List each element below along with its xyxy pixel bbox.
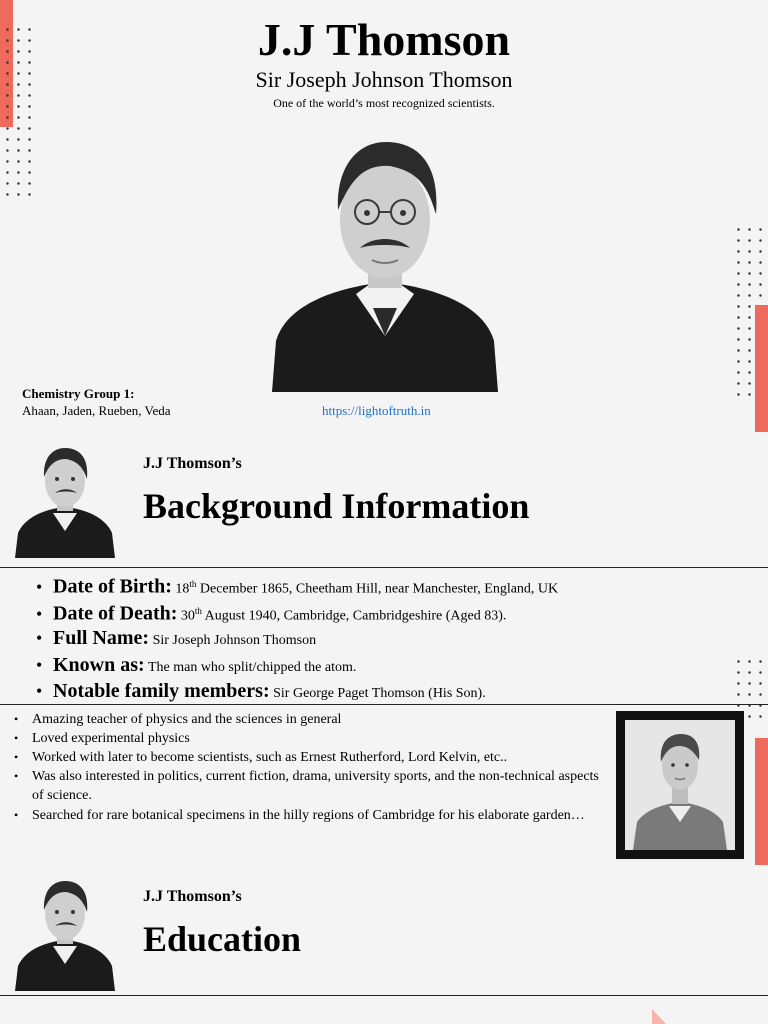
trait-text: Was also interested in politics, current fiction, drama, university sports, and the non-technical aspects of science. <box>32 769 599 803</box>
trait-item <box>14 767 614 805</box>
fact-item <box>36 679 486 706</box>
fact-value-pre: 30 <box>180 608 195 624</box>
trait-text: Amazing teacher of physics and the sciences in general <box>32 712 342 727</box>
bullet: • <box>36 655 43 675</box>
divider-line-3 <box>0 995 768 996</box>
background-kicker: J.J Thomson’s <box>143 455 242 472</box>
page-title: J.J Thomson <box>257 14 511 65</box>
group-members: Ahaan, Jaden, Rueben, Veda <box>22 403 171 418</box>
bullet: • <box>14 712 19 726</box>
divider-line-2 <box>0 704 768 705</box>
fact-value-sup: th <box>189 579 197 589</box>
bullet: • <box>36 603 43 624</box>
trait-text: Searched for rare botanical specimens in the hilly regions of Cambridge for his elaborate garden… <box>32 808 585 823</box>
portrait-photo-small-2 <box>15 878 115 991</box>
fact-item <box>36 599 506 629</box>
bullet: • <box>36 681 43 701</box>
fact-value: December 1865, Cheetham Hill, near Manchester, England, UK <box>196 581 559 597</box>
bullet: • <box>14 731 19 745</box>
fact-value: Sir George Paget Thomson (His Son). <box>273 686 486 701</box>
education-title: Education <box>143 919 302 959</box>
bullet: • <box>14 808 19 822</box>
fact-label: Date of Birth: <box>53 575 172 598</box>
fact-label: Known as: <box>53 654 145 676</box>
page-tagline: One of the world’s most recognized scientists. <box>273 96 495 110</box>
fact-value: Sir Joseph Johnson Thomson <box>152 633 317 648</box>
trait-item <box>14 710 614 729</box>
accent-triangle-bottom <box>652 1009 666 1024</box>
fact-value-pre: 18 <box>175 581 190 597</box>
bullet: • <box>36 628 43 648</box>
trait-text: Loved experimental physics <box>32 731 190 746</box>
bullet: • <box>14 750 19 764</box>
fact-item <box>36 572 558 602</box>
fact-value: The man who split/chipped the atom. <box>147 660 357 675</box>
education-kicker: J.J Thomson’s <box>143 888 242 905</box>
trait-item <box>14 748 614 767</box>
bullet: • <box>36 576 43 597</box>
portrait-photo-main <box>272 136 498 392</box>
trait-text: Worked with later to become scientists, such as Ernest Rutherford, Lord Kelvin, etc.. <box>32 750 508 765</box>
fact-label: Date of Death: <box>53 602 178 625</box>
trait-item <box>14 806 614 825</box>
fact-value-sup: th <box>194 606 202 616</box>
source-link[interactable]: https://lightoftruth.in <box>322 403 431 418</box>
fact-item <box>36 653 356 680</box>
fact-label: Full Name: <box>53 627 150 649</box>
accent-bar-right-2 <box>755 738 768 865</box>
young-portrait-photo <box>616 711 744 859</box>
page-subtitle: Sir Joseph Johnson Thomson <box>255 67 513 92</box>
background-title: Background Information <box>143 486 530 526</box>
accent-bar-right-1 <box>755 305 768 432</box>
divider-line-1 <box>0 567 768 568</box>
bullet: • <box>14 769 19 783</box>
trait-item <box>14 729 614 748</box>
portrait-photo-small-1 <box>15 445 115 558</box>
fact-value: August 1940, Cambridge, Cambridgeshire (Aged 83). <box>201 608 507 624</box>
fact-item <box>36 626 316 653</box>
group-label: Chemistry Group 1: <box>22 386 135 401</box>
fact-label: Notable family members: <box>53 680 270 702</box>
